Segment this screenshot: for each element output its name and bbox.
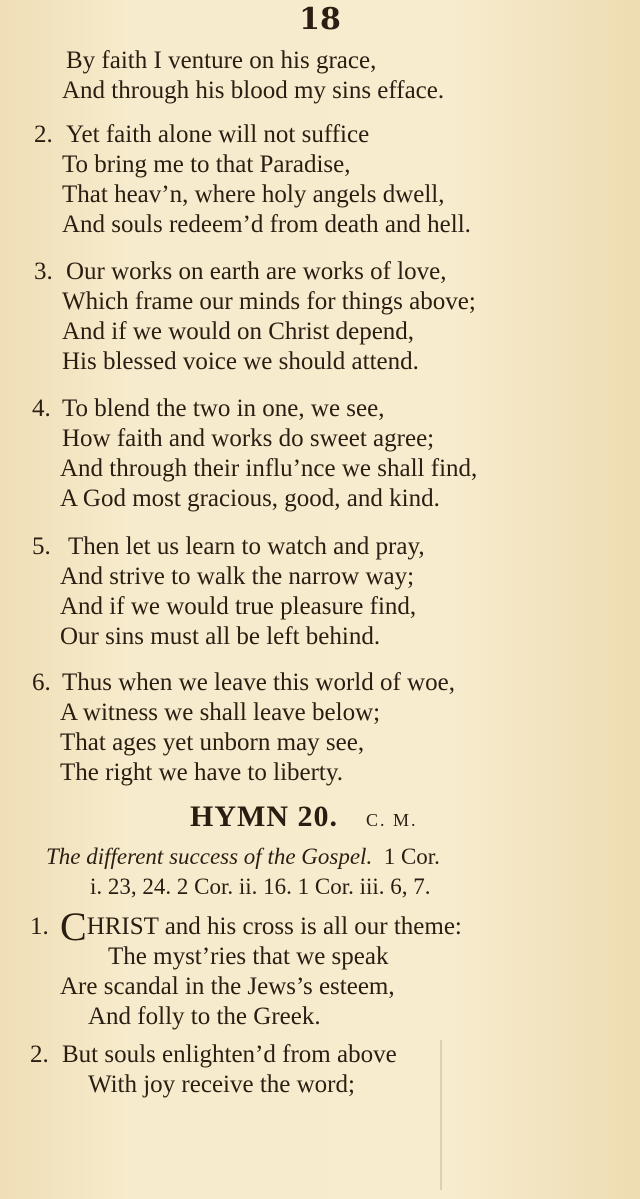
verse-number: 2. (34, 121, 53, 148)
hymn-scripture-refs: i. 23, 24. 2 Cor. ii. 16. 1 Cor. iii. 6, 7. (90, 874, 431, 899)
verse-line: And folly to the Greek. (88, 1003, 321, 1030)
verse-line: The right we have to liberty. (60, 759, 344, 786)
verse-line: Yet faith alone will not suffice (66, 121, 370, 148)
verse-line: Then let us learn to watch and pray, (68, 533, 425, 560)
verse-line: With joy receive the word; (88, 1071, 355, 1098)
hymn-subtitle-text: The different success of the Gospel. (46, 844, 373, 869)
hymn-meter: C. M. (365, 810, 418, 830)
hymn-subtitle (46, 842, 440, 872)
verse-line: Our sins must all be left behind. (60, 623, 381, 650)
verse-line: The myst’ries that we speak (108, 943, 389, 970)
verse-line: To bring me to that Paradise, (62, 151, 351, 178)
hymn-scripture-ref: 1 Cor. (383, 844, 440, 869)
verse-number: 4. (32, 395, 51, 422)
hymn-title: HYMN 20. (190, 800, 338, 833)
verse-line: Thus when we leave this world of woe, (62, 669, 455, 696)
verse-line: That heav’n, where holy angels dwell, (62, 181, 445, 208)
verse-line: By faith I venture on his grace, (66, 47, 377, 74)
verse-number: 2. (30, 1041, 49, 1068)
verse-line: Are scandal in the Jews’s esteem, (60, 973, 395, 1000)
verse-number: 6. (32, 669, 51, 696)
verse-line: And through their influ’nce we shall find, (60, 455, 478, 482)
verse-line: That ages yet unborn may see, (60, 729, 365, 756)
verse-number: 1. (30, 913, 49, 940)
verse-line: And strive to walk the narrow way; (60, 563, 415, 590)
drop-cap: C (60, 904, 87, 949)
verse-line: A witness we shall leave below; (60, 699, 381, 726)
verse-line: And if we would true pleasure find, (60, 593, 417, 620)
verse-line: But souls enlighten’d from above (62, 1041, 397, 1068)
hymn-heading (190, 800, 418, 839)
verse-line: His blessed voice we should attend. (62, 348, 419, 375)
verse-line: Our works on earth are works of love, (66, 258, 447, 285)
verse-line-text: HRIST and his cross is all our theme: (86, 913, 462, 940)
verse-line: And if we would on Christ depend, (62, 318, 415, 345)
page-number: 18 (299, 2, 341, 37)
verse-number: 3. (34, 258, 53, 285)
verse-line: To blend the two in one, we see, (62, 395, 385, 422)
verse-line: And souls redeem’d from death and hell. (62, 211, 471, 238)
verse-line: A God most gracious, good, and kind. (60, 485, 440, 512)
verse-line: How faith and works do sweet agree; (62, 425, 435, 452)
verse-line: Which frame our minds for things above; (62, 288, 476, 315)
verse-line (60, 904, 462, 949)
verse-line: And through his blood my sins efface. (62, 77, 445, 104)
page-crease (440, 1040, 442, 1190)
verse-number: 5. (32, 533, 51, 560)
